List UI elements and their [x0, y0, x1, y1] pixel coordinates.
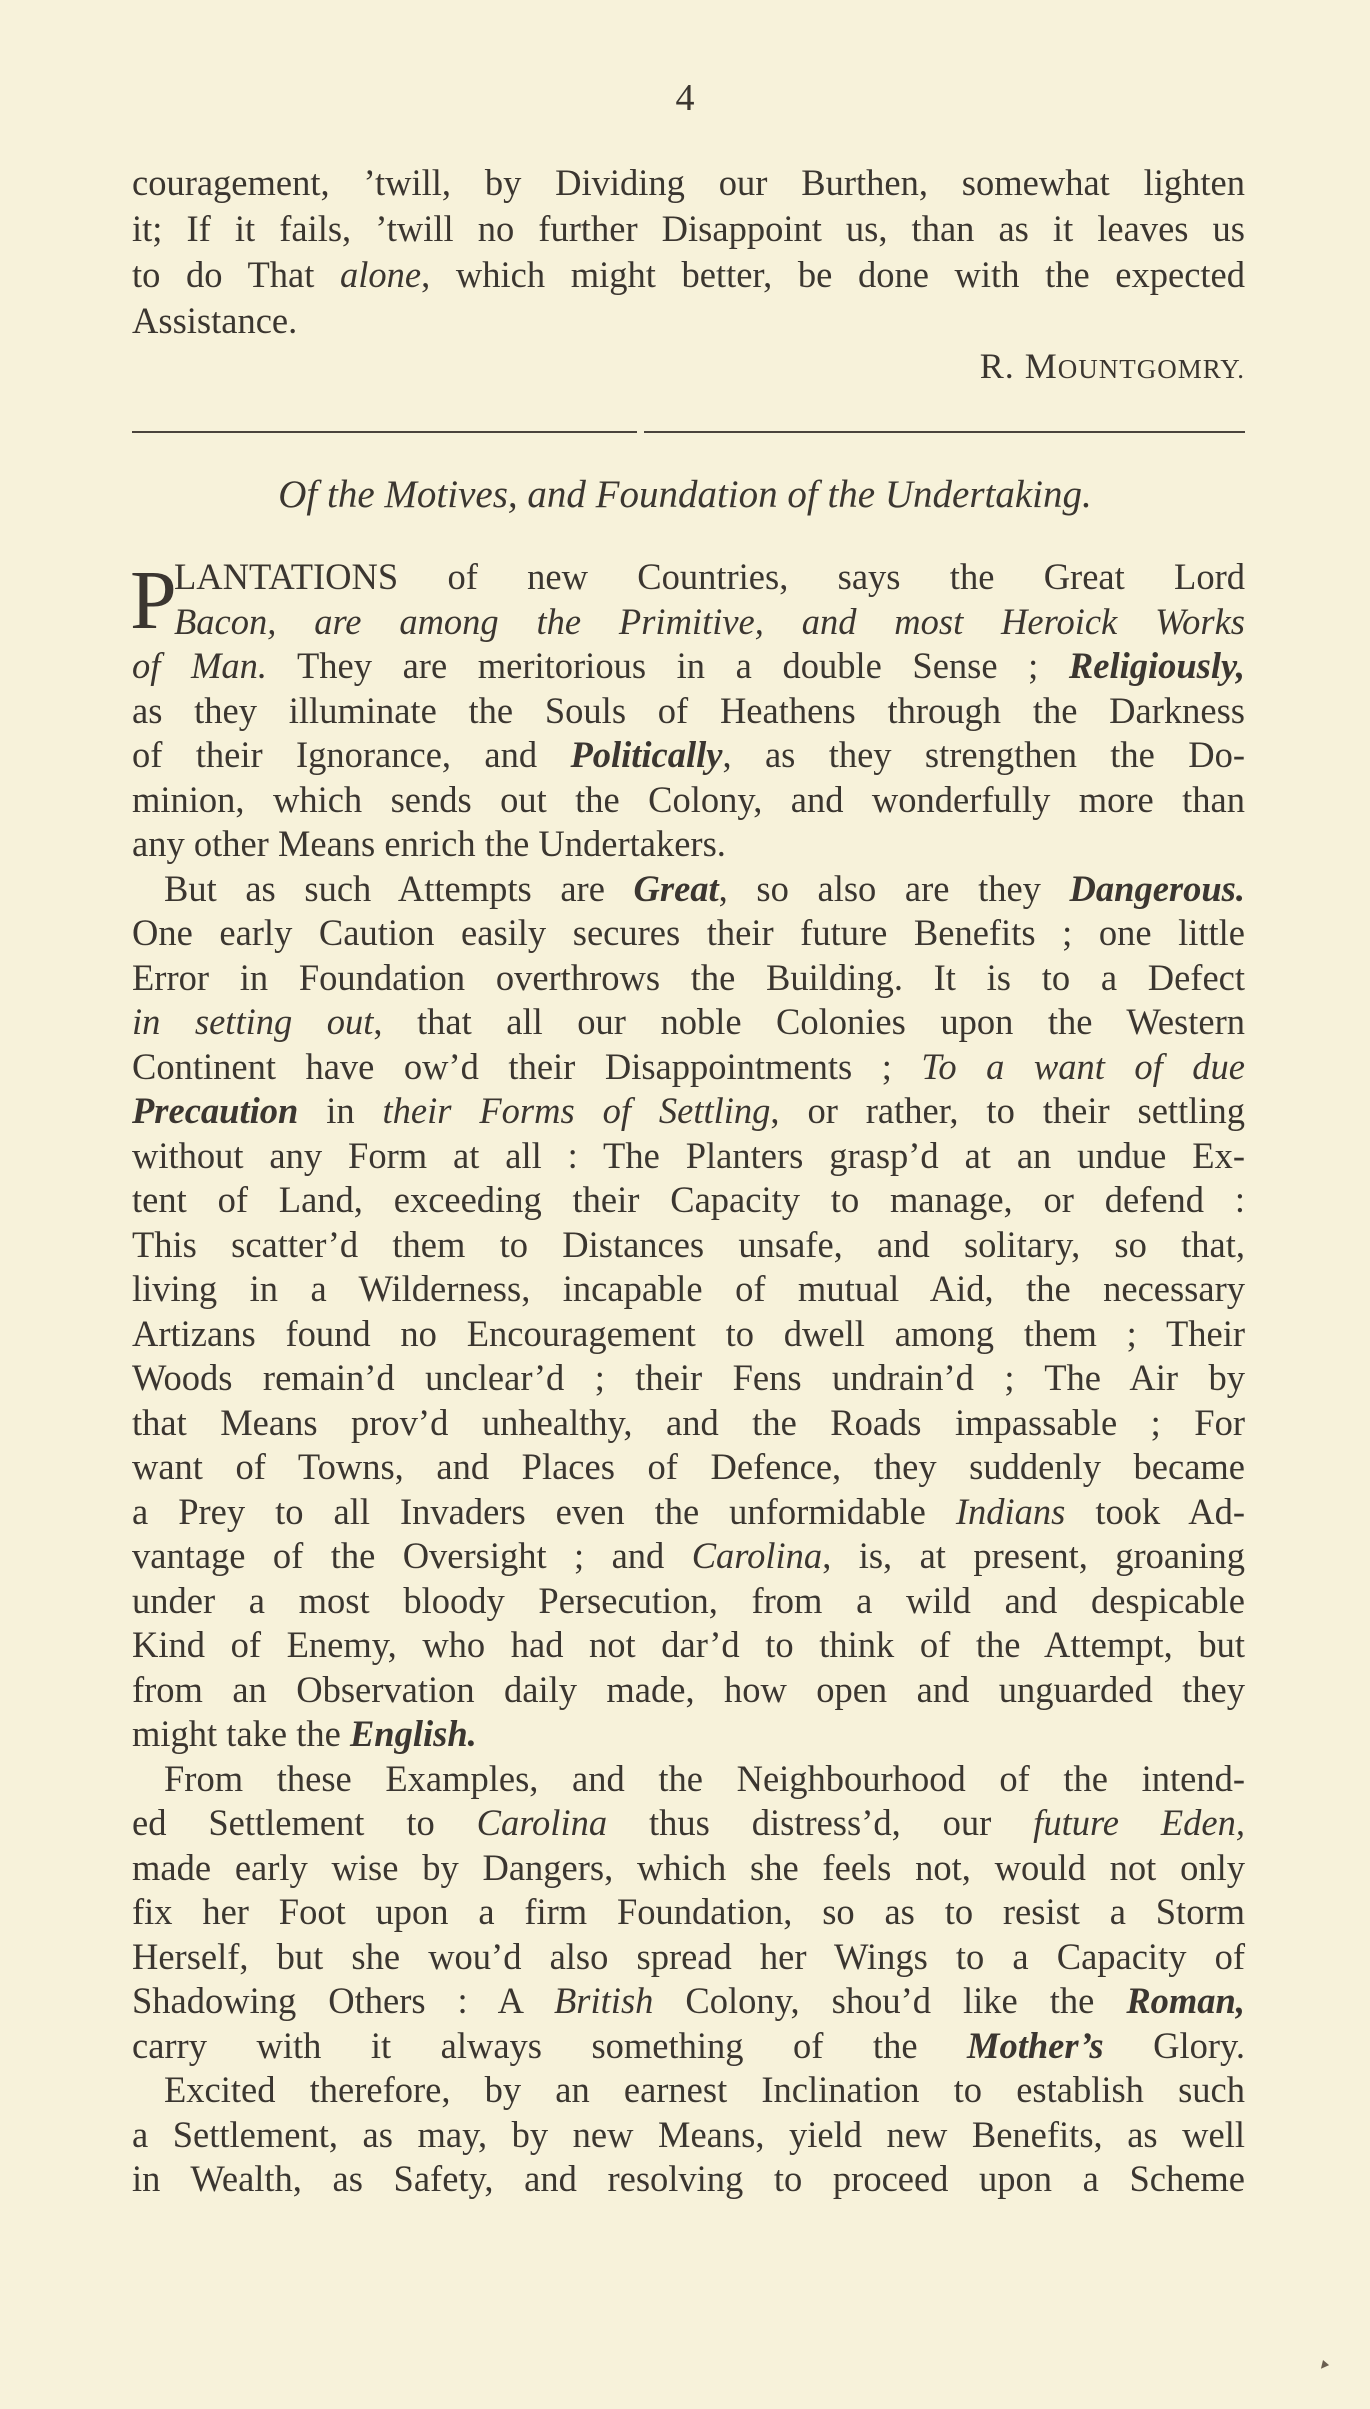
text-run: thus distress’d, our: [607, 1802, 1034, 1843]
text-line: [132, 956, 1245, 1001]
text-run: any other Means enrich the Undertakers.: [132, 823, 726, 864]
text-line: [132, 1801, 1245, 1846]
text-run: Artizans found no Encouragement to dwell among them ; Their: [132, 1312, 1245, 1354]
text-run: a Settlement, as may, by new Means, yield new Benefits, as well: [132, 2113, 1245, 2155]
text-line: [132, 644, 1245, 689]
text-run: , or rather, to their settling: [770, 1090, 1245, 1131]
text-line: [132, 1000, 1245, 1045]
text-run: , so also are they: [718, 867, 1070, 909]
emphasis-run: Politically: [570, 734, 723, 775]
italic-run: British: [554, 1980, 654, 2021]
text-run: But as such Attempts are: [164, 867, 634, 909]
text-run: This scatter’d them to Distances unsafe, and solitary, so that,: [132, 1223, 1245, 1265]
text-run: , as they strengthen the Do-: [722, 734, 1245, 775]
italic-run: alone: [340, 254, 422, 295]
text-line: [132, 1846, 1245, 1891]
text-line: [132, 822, 1245, 867]
scan-mark-icon: ▾: [1315, 2356, 1333, 2375]
italic-run: future Eden,: [1033, 1802, 1246, 1843]
text-run: Woods remain’d unclear’d ; their Fens undrain’d ; The Air by: [132, 1357, 1245, 1398]
text-line: [132, 1312, 1245, 1357]
text-line: [132, 252, 1245, 298]
text-line: [132, 1445, 1245, 1490]
text-run: Shadowing Others : A: [132, 1980, 555, 2021]
text-run: They are meritorious in a double Sense ;: [267, 645, 1069, 686]
text-run: in: [298, 1090, 383, 1131]
text-run: One early Caution easily secures their future Benefits ; one little: [132, 912, 1245, 953]
italic-run: Carolina: [476, 1802, 608, 1843]
text-line: [132, 1223, 1245, 1268]
text-line: [132, 160, 1245, 206]
text-run: Herself, but she wou’d also spread her Wings to a Capacity of: [132, 1935, 1245, 1977]
text-line: [132, 733, 1245, 778]
text-run: Excited therefore, by an earnest Inclination to establish such: [164, 2069, 1245, 2110]
text-line: [132, 1668, 1245, 1713]
text-run: LANTATIONS of new Countries, says the Great Lord: [174, 556, 1245, 597]
text-run: vantage of the Oversight ; and: [132, 1535, 692, 1576]
text-run: might take the: [132, 1713, 350, 1754]
text-line: [132, 1267, 1245, 1312]
emphasis-run: English.: [349, 1713, 477, 1754]
text-line: [132, 2068, 1245, 2113]
text-line: [132, 2113, 1245, 2158]
text-line: [132, 1757, 1245, 1802]
text-run: that Means prov’d unhealthy, and the Roads impassable ; For: [132, 1401, 1245, 1443]
text-line: [132, 298, 1245, 344]
text-run: tent of Land, exceeding their Capacity to manage, or defend :: [132, 1179, 1245, 1220]
text-run: Error in Foundation overthrows the Building. It is to a Defect: [132, 956, 1245, 998]
text-run: want of Towns, and Places of Defence, they suddenly became: [132, 1446, 1245, 1487]
emphasis-run: Precaution: [132, 1090, 299, 1131]
body-text: [132, 555, 1245, 2202]
italic-run: of Man.: [132, 645, 268, 686]
closing-paragraph: [132, 160, 1245, 344]
text-line: [132, 600, 1245, 645]
text-line: [132, 1890, 1245, 1935]
emphasis-run: Mother’s: [967, 2024, 1104, 2066]
text-run: to do That: [132, 254, 341, 295]
text-run: it; If it fails, ’twill no further Disappoint us, than as it leaves us: [132, 208, 1245, 249]
signature: [980, 345, 1245, 387]
italic-run: in setting out: [132, 1001, 374, 1042]
text-run: as they illuminate the Souls of Heathens through the Darkness: [132, 689, 1245, 731]
text-line: [132, 1401, 1245, 1446]
text-run: Glory.: [1103, 2024, 1245, 2066]
italic-run: Bacon, are among the Primitive, and most Heroick Works: [174, 600, 1245, 642]
signature-initial: R. M: [979, 346, 1058, 386]
section-divider: [132, 431, 1245, 434]
text-run: carry with it always something of the: [132, 2024, 968, 2066]
text-line: [132, 1490, 1245, 1535]
italic-run: their Forms of Settling: [382, 1090, 771, 1131]
italic-run: Carolina: [691, 1535, 823, 1576]
emphasis-run: Dangerous.: [1069, 867, 1245, 909]
text-line: [132, 1712, 1245, 1757]
italic-run: To a want of due: [921, 1045, 1245, 1087]
text-line: [132, 1134, 1245, 1179]
text-line: [132, 2157, 1245, 2202]
text-run: Assistance.: [132, 300, 298, 341]
text-line: [132, 206, 1245, 252]
text-line: [132, 689, 1245, 734]
text-line: [132, 1534, 1245, 1579]
emphasis-run: Great: [633, 867, 719, 909]
text-line: [132, 1356, 1245, 1401]
text-run: ed Settlement to: [132, 1802, 477, 1843]
text-line: [132, 1935, 1245, 1980]
text-line: [132, 1178, 1245, 1223]
text-run: , which might better, be done with the expected: [421, 254, 1245, 295]
text-line: [132, 1623, 1245, 1668]
text-run: living in a Wilderness, incapable of mutual Aid, the necessary: [132, 1268, 1245, 1309]
italic-run: Indians: [955, 1490, 1066, 1532]
text-run: without any Form at all : The Planters grasp’d at an undue Ex-: [132, 1134, 1245, 1176]
text-run: in Wealth, as Safety, and resolving to proceed upon a Scheme: [132, 2158, 1245, 2199]
text-run: , that all our noble Colonies upon the Western: [373, 1001, 1245, 1042]
emphasis-run: Religiously,: [1068, 645, 1245, 686]
text-run: a Prey to all Invaders even the unformidable: [132, 1490, 956, 1532]
text-run: couragement, ’twill, by Dividing our Burthen, somewhat lighten: [132, 162, 1245, 203]
text-run: Kind of Enemy, who had not dar’d to think of the Attempt, but: [132, 1624, 1245, 1665]
text-line: [132, 911, 1245, 956]
text-run: of their Ignorance, and: [132, 734, 571, 775]
text-run: Colony, shou’d like the: [653, 1980, 1127, 2021]
text-run: , is, at present, groaning: [822, 1535, 1246, 1576]
text-line: [132, 1979, 1245, 2024]
page-number: 4: [675, 77, 695, 119]
text-run: fix her Foot upon a firm Foundation, so as to resist a Storm: [132, 1891, 1245, 1932]
text-run: made early wise by Dangers, which she feels not, would not only: [132, 1846, 1245, 1888]
emphasis-run: Roman,: [1126, 1980, 1245, 2021]
signature-rest: OUNTGOMRY.: [1057, 354, 1245, 384]
drop-cap: P: [130, 554, 177, 647]
text-line: [132, 555, 1245, 600]
text-run: minion, which sends out the Colony, and wonderfully more than: [132, 778, 1245, 820]
text-line: [132, 1089, 1245, 1134]
text-line: [132, 2024, 1245, 2069]
text-run: from an Observation daily made, how open and unguarded they: [132, 1668, 1245, 1710]
text-line: [132, 1045, 1245, 1090]
text-line: [132, 1579, 1245, 1624]
text-run: Continent have ow’d their Disappointments ;: [132, 1045, 922, 1087]
text-line: [132, 778, 1245, 823]
text-run: took Ad-: [1065, 1490, 1245, 1532]
text-run: under a most bloody Persecution, from a wild and despicable: [132, 1579, 1245, 1621]
text-run: From these Examples, and the Neighbourhood of the intend-: [164, 1757, 1245, 1799]
section-heading: Of the Motives, and Foundation of the Undertaking.: [278, 473, 1092, 516]
text-line: [132, 867, 1245, 912]
